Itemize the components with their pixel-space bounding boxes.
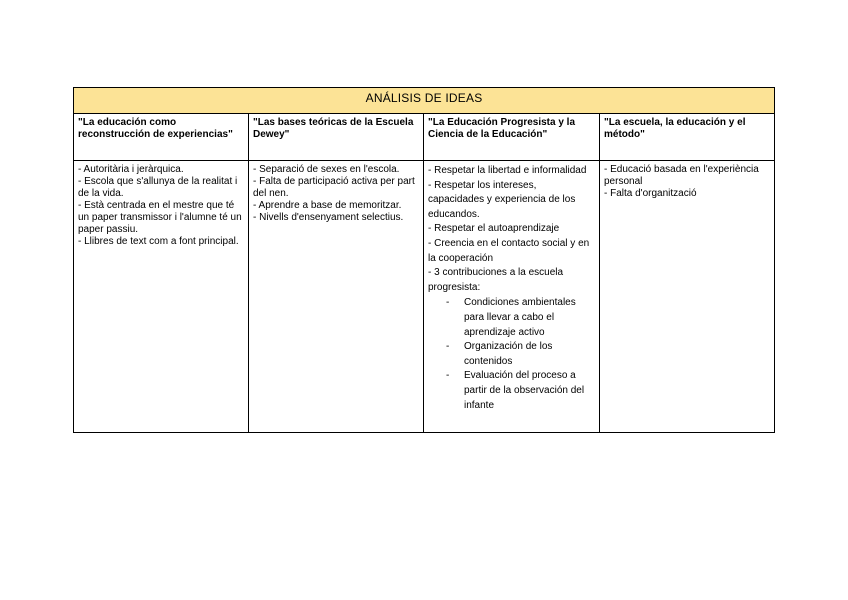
list-item: - Falta d'organització (604, 188, 697, 199)
list-item: - Nivells d'ensenyament selectius. (253, 212, 404, 223)
list-item: - Falta de participació activa per part del nen. (253, 176, 415, 199)
sub-list-item (446, 369, 595, 413)
column-heading-2: "Las bases teóricas de la Escuela Dewey" (249, 114, 424, 161)
dash-bullet-icon: - (446, 370, 450, 382)
list-item: - Respetar los intereses, capacidades y experiencia de los educandos. (428, 179, 576, 220)
list-item: - Autoritària i jeràrquica. (78, 164, 184, 175)
sub-list-item (446, 296, 595, 340)
column-heading-3: "La Educación Progresista y la Ciencia de la Educación" (424, 114, 600, 161)
list-item: - Escola que s'allunya de la realitat i de la vida. (78, 176, 238, 199)
column-heading-4: "La escuela, la educación y el método" (600, 114, 775, 161)
contributions-list (428, 296, 595, 413)
sub-list-item-text: Evaluación del proceso a partir de la observación del infante (464, 370, 585, 411)
column-body-2 (249, 161, 424, 433)
sub-list-item-text: Condiciones ambientales para llevar a cabo el aprendizaje activo (464, 297, 576, 338)
dash-bullet-icon: - (446, 341, 450, 353)
title-row (74, 88, 775, 114)
list-item: - Respetar el autoaprendizaje (428, 223, 560, 235)
list-item: - Llibres de text com a font principal. (78, 236, 239, 247)
sub-list-item-text: Organización de los contenidos (464, 341, 553, 367)
list-item: - Aprendre a base de memoritzar. (253, 200, 402, 211)
column-body-3 (424, 161, 600, 433)
list-item: - Està centrada en el mestre que té un paper transmissor i l'alumne té un paper passiu. (78, 200, 242, 235)
column-body-4 (600, 161, 775, 433)
content-row (74, 161, 775, 433)
analysis-sheet (73, 87, 774, 433)
list-item: - Creencia en el contacto social y en la cooperación (428, 237, 590, 264)
column-heading-1: "La educación como reconstrucción de experiencias" (74, 114, 249, 161)
list-item: - Separació de sexes en l'escola. (253, 164, 400, 175)
column-body-1 (74, 161, 249, 433)
list-item: - Educació basada en l'experiència personal (604, 164, 759, 187)
list-item: - Respetar la libertad e informalidad (428, 165, 587, 176)
dash-bullet-icon: - (446, 297, 450, 309)
table-title: ANÁLISIS DE IDEAS (74, 88, 775, 114)
header-row (74, 114, 775, 161)
sub-list-item (446, 340, 595, 369)
ideas-table (73, 87, 775, 433)
list-item: - 3 contribuciones a la escuela progresista: (428, 267, 564, 293)
